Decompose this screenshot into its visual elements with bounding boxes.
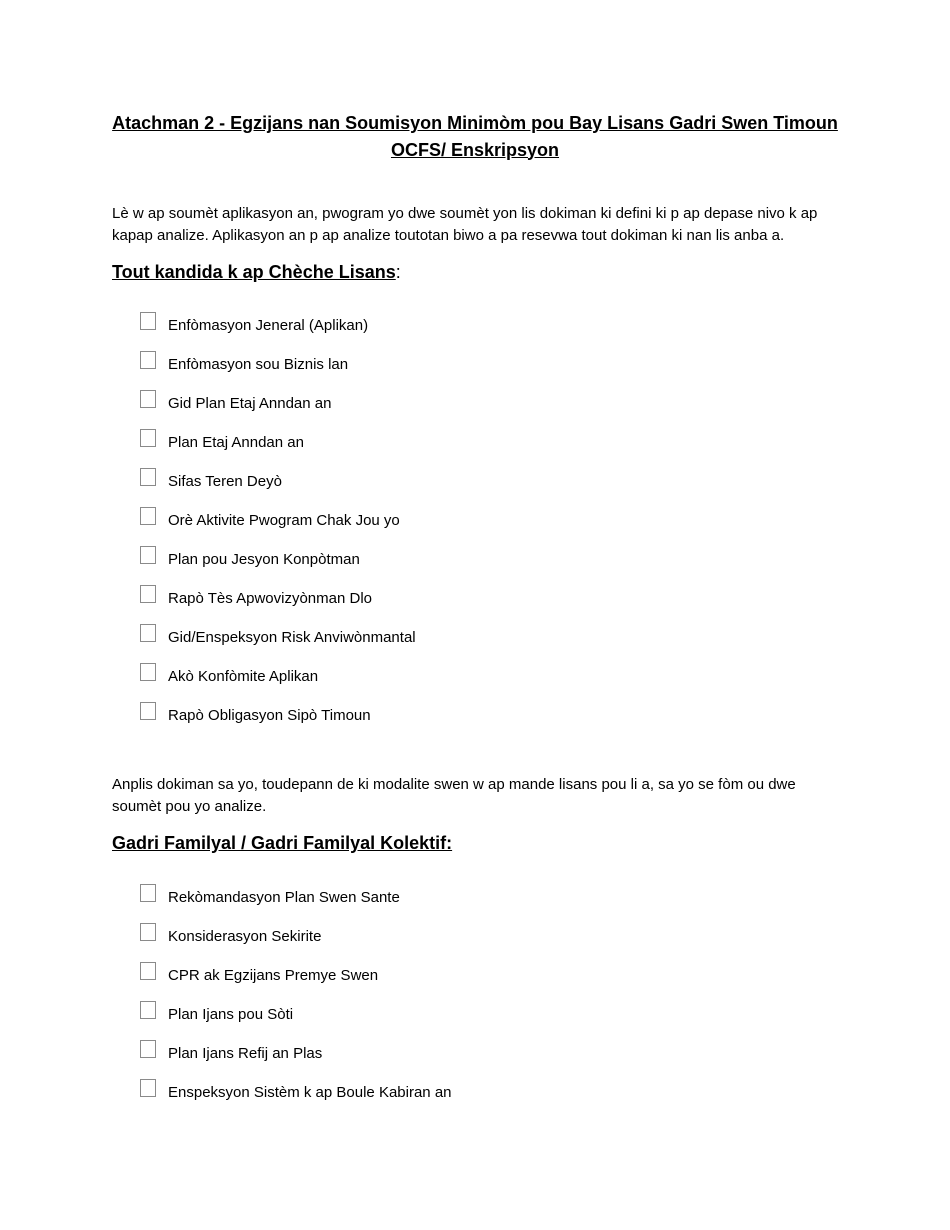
checkbox[interactable]	[140, 1001, 156, 1019]
checklist-item-label: Enfòmasyon sou Biznis lan	[168, 356, 349, 373]
section-heading-colon: :	[395, 262, 401, 282]
checkbox[interactable]	[140, 468, 156, 486]
checklist-item-label: Konsiderasyon Sekirite	[168, 928, 322, 945]
checklist-item-label: Rapò Obligasyon Sipò Timoun	[168, 707, 371, 724]
checklist-item-label: Orè Aktivite Pwogram Chak Jou yo	[168, 512, 400, 529]
checklist-item-label: Akò Konfòmite Aplikan	[168, 668, 319, 685]
section-heading-family-daycare	[112, 831, 452, 855]
checklist-item-label: Gid/Enspeksyon Risk Anviwònmantal	[168, 629, 416, 646]
checklist-item-label: Enfòmasyon Jeneral (Aplikan)	[168, 317, 369, 334]
checklist-item-label: Sifas Teren Deyò	[168, 473, 282, 490]
checkbox[interactable]	[140, 429, 156, 447]
checklist-item-label: Rapò Tès Apwovizyònman Dlo	[168, 590, 372, 607]
checkbox[interactable]	[140, 624, 156, 642]
intro-paragraph: Lè w ap soumèt aplikasyon an, pwogram yo dwe soumèt yon lis dokiman ki defini ki p ap depase nivo k ap kapap analize. Aplikasyon an p ap analize toutotan biwo a pa resevwa tout dokiman ki nan lis anba a.	[112, 205, 818, 244]
checkbox[interactable]	[140, 351, 156, 369]
checkbox[interactable]	[140, 507, 156, 525]
document-title	[112, 110, 838, 163]
checkbox[interactable]	[140, 1040, 156, 1058]
checklist-item-label: Gid Plan Etaj Anndan an	[168, 395, 332, 412]
checklist-item-label: Enspeksyon Sistèm k ap Boule Kabiran an	[168, 1084, 452, 1101]
checklist-item-label: CPR ak Egzijans Premye Swen	[168, 967, 379, 984]
additional-documents-paragraph: Anplis dokiman sa yo, toudepann de ki modalite swen w ap mande lisans pou li a, sa yo se fòm ou dwe soumèt pou yo analize.	[112, 776, 796, 815]
checkbox[interactable]	[140, 1079, 156, 1097]
checkbox[interactable]	[140, 884, 156, 902]
section-heading-all-applicants-text: Tout kandida k ap Chèche Lisans	[112, 262, 396, 282]
checkbox[interactable]	[140, 923, 156, 941]
checkbox[interactable]	[140, 585, 156, 603]
checkbox[interactable]	[140, 390, 156, 408]
checkbox[interactable]	[140, 702, 156, 720]
checklist-item-label: Plan Ijans Refij an Plas	[168, 1045, 323, 1062]
checkbox[interactable]	[140, 962, 156, 980]
checklist-item-label: Plan Etaj Anndan an	[168, 434, 304, 451]
checkbox[interactable]	[140, 663, 156, 681]
checkbox[interactable]	[140, 546, 156, 564]
title-line-2: OCFS/ Enskripsyon	[390, 139, 560, 160]
checklist-item-label: Plan pou Jesyon Konpòtman	[168, 551, 360, 568]
checklist-item-label: Plan Ijans pou Sòti	[168, 1006, 294, 1023]
section-heading-all-applicants	[112, 260, 401, 284]
title-line-1: Atachman 2 - Egzijans nan Soumisyon Minimòm pou Bay Lisans Gadri Swen Timoun	[112, 113, 838, 133]
checkbox[interactable]	[140, 312, 156, 330]
checklist-item-label: Rekòmandasyon Plan Swen Sante	[168, 889, 400, 906]
section-heading-family-daycare-text: Gadri Familyal / Gadri Familyal Kolektif:	[112, 833, 453, 853]
